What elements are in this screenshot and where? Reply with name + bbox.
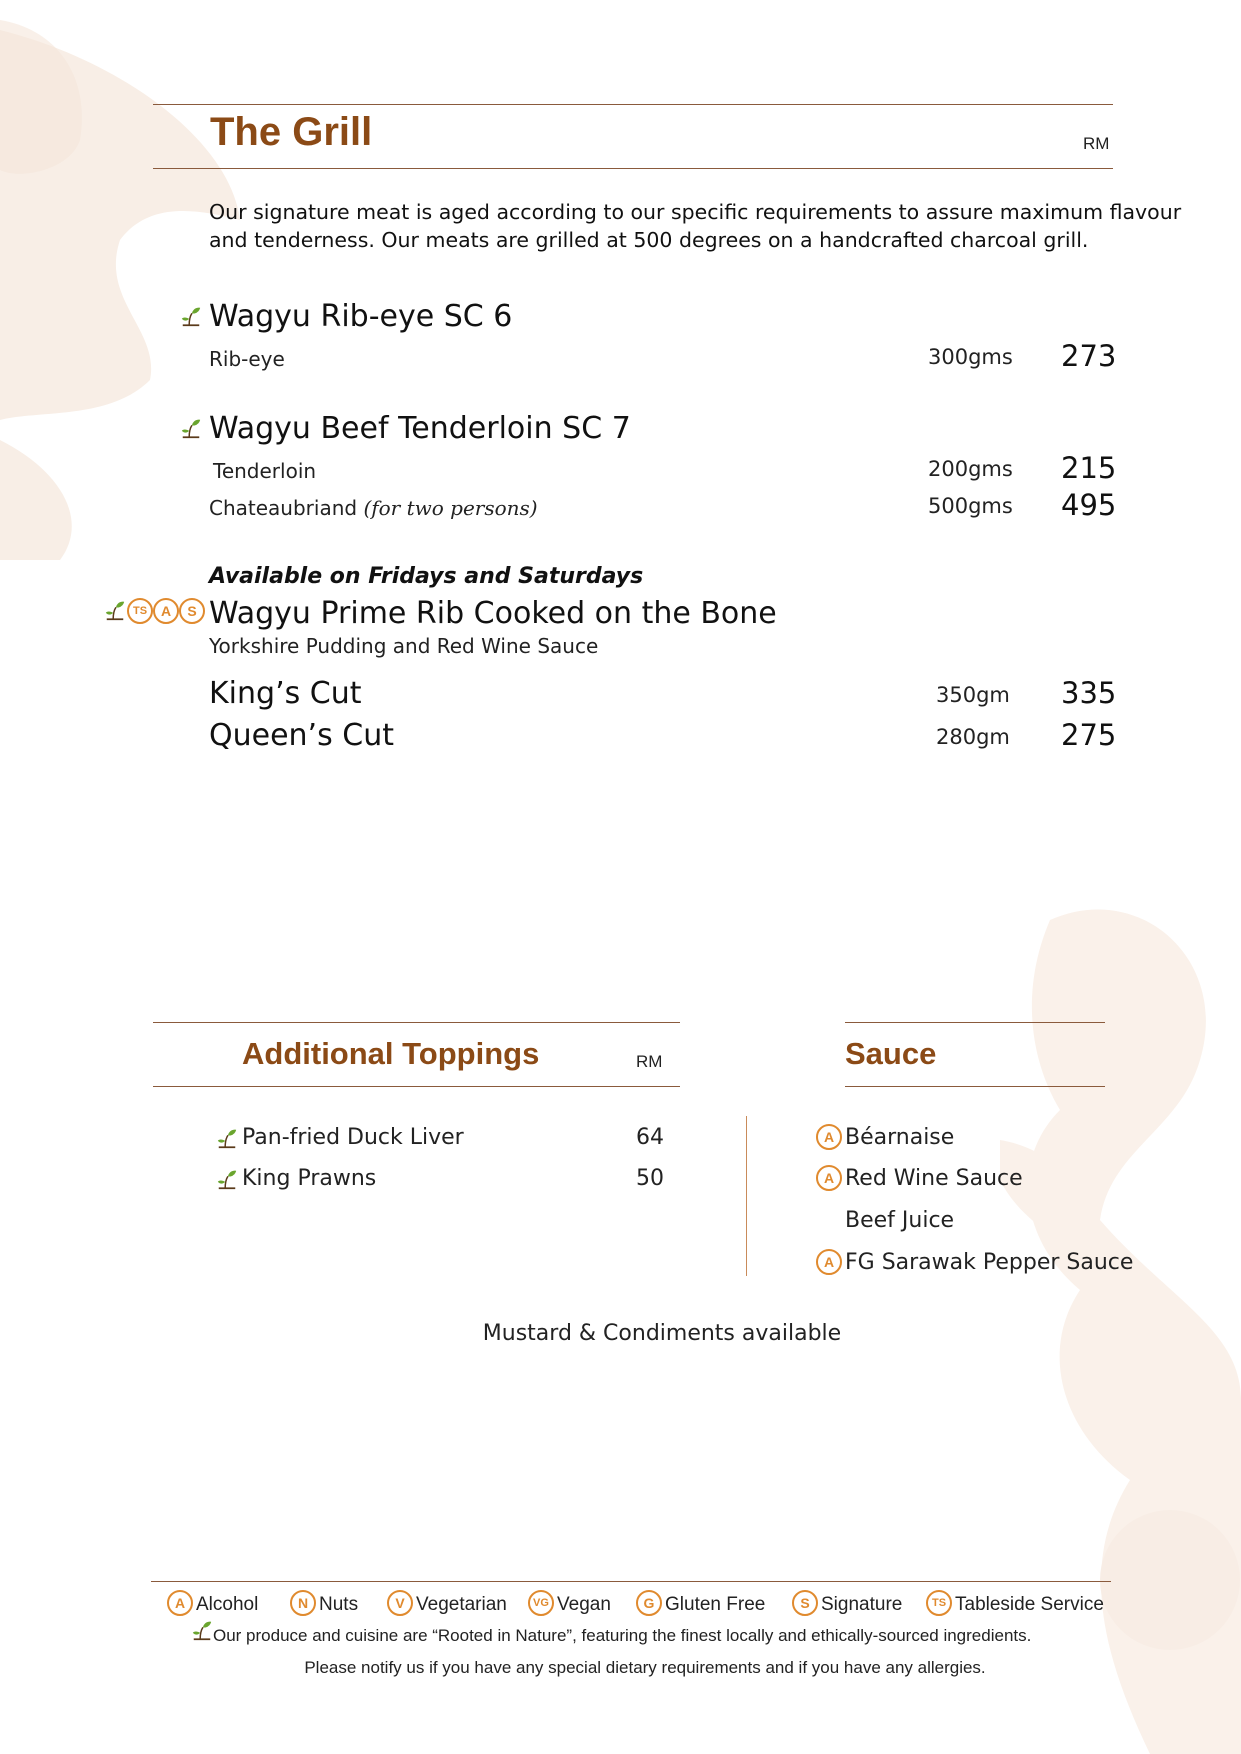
grill-intro-line2: and tenderness. Our meats are grilled at 500 degrees on a handcrafted charcoal grill. xyxy=(209,228,1089,252)
grill-intro xyxy=(209,198,1181,254)
kings-cut-name: King’s Cut xyxy=(209,676,362,711)
queens-cut-qty: 280gm xyxy=(936,725,1010,749)
legend-rule xyxy=(151,1581,1111,1582)
legend-nuts xyxy=(290,1592,358,1618)
vegan-icon: VG xyxy=(528,1590,554,1616)
prime-rib-availability: Available on Fridays and Saturdays xyxy=(209,564,644,589)
sauce-item: Béarnaise xyxy=(845,1125,955,1150)
sauce-item: FG Sarawak Pepper Sauce xyxy=(845,1250,1134,1275)
chateaubriand-label: Chateaubriand xyxy=(209,496,358,520)
sauce-top-rule xyxy=(845,1022,1105,1023)
kings-cut-price: 335 xyxy=(1061,676,1117,710)
legend-alcohol xyxy=(167,1592,258,1618)
prime-rib-description: Yorkshire Pudding and Red Wine Sauce xyxy=(209,634,599,658)
grill-intro-line1: Our signature meat is aged according to our specific requirements to assure maximum flavour xyxy=(209,200,1182,224)
queens-cut-price: 275 xyxy=(1061,718,1117,752)
legend-label: Nuts xyxy=(319,1594,359,1616)
legend-gluten-free xyxy=(636,1592,765,1618)
sauce-bottom-rule xyxy=(845,1086,1105,1087)
prime-rib-name: Wagyu Prime Rib Cooked on the Bone xyxy=(209,596,777,631)
signature-icon: S xyxy=(792,1590,818,1616)
tenderloin-cut: Tenderloin xyxy=(213,459,317,483)
legend-tableside-service xyxy=(926,1592,1104,1618)
legend-vegetarian xyxy=(387,1592,507,1618)
allergy-note: Please notify us if you have any special dietary requirements and if you have any allergies. xyxy=(304,1658,986,1677)
toppings-top-rule xyxy=(153,1022,680,1023)
chateaubriand-price: 495 xyxy=(1061,488,1117,522)
legend-signature xyxy=(792,1592,902,1618)
toppings-title: Additional Toppings xyxy=(242,1036,540,1071)
nuts-icon: N xyxy=(290,1590,316,1616)
grill-bottom-rule xyxy=(153,168,1113,169)
ribeye-cut: Rib-eye xyxy=(209,347,285,371)
gluten-free-icon: G xyxy=(636,1590,662,1616)
rooted-in-nature-icon xyxy=(104,600,126,622)
sauce-item: Red Wine Sauce xyxy=(845,1166,1023,1191)
rooted-in-nature-icon xyxy=(180,306,202,328)
topping-item-price: 50 xyxy=(636,1166,664,1191)
rooted-in-nature-icon xyxy=(216,1169,238,1191)
chateaubriand-note: (for two persons) xyxy=(363,496,538,520)
chateaubriand-cut xyxy=(209,496,538,520)
grill-title: The Grill xyxy=(210,110,373,154)
alcohol-icon: A xyxy=(816,1165,842,1191)
legend-label: Gluten Free xyxy=(665,1594,766,1616)
section-divider xyxy=(746,1116,747,1276)
toppings-bottom-rule xyxy=(153,1086,680,1087)
rooted-in-nature-note: Our produce and cuisine are “Rooted in Nature”, featuring the finest locally and ethically-sourced ingredients. xyxy=(213,1626,1032,1645)
tenderloin-qty: 200gms xyxy=(928,457,1013,481)
legend-vegan xyxy=(528,1592,611,1618)
alcohol-icon: A xyxy=(167,1590,193,1616)
vegetarian-icon: V xyxy=(387,1590,413,1616)
topping-item-name: Pan-fried Duck Liver xyxy=(242,1125,464,1150)
rooted-in-nature-icon xyxy=(191,1620,213,1642)
sauce-title: Sauce xyxy=(845,1036,937,1071)
grill-currency: RM xyxy=(1083,134,1110,153)
ribeye-name: Wagyu Rib-eye SC 6 xyxy=(209,299,513,334)
topping-item-name: King Prawns xyxy=(242,1166,377,1191)
topping-item-price: 64 xyxy=(636,1125,664,1150)
alcohol-icon: A xyxy=(816,1249,842,1275)
legend-label: Signature xyxy=(821,1594,903,1616)
signature-icon: S xyxy=(179,598,205,624)
sauce-item: Beef Juice xyxy=(845,1208,955,1233)
alcohol-icon: A xyxy=(816,1124,842,1150)
kings-cut-qty: 350gm xyxy=(936,683,1010,707)
ribeye-qty: 300gms xyxy=(928,345,1013,369)
tableside-service-icon: TS xyxy=(127,598,153,624)
tenderloin-name: Wagyu Beef Tenderloin SC 7 xyxy=(209,411,631,446)
grill-top-rule xyxy=(153,104,1113,105)
legend-label: Alcohol xyxy=(196,1594,259,1616)
rooted-in-nature-icon xyxy=(216,1128,238,1150)
legend-label: Tableside Service xyxy=(955,1594,1104,1616)
ribeye-price: 273 xyxy=(1061,339,1117,373)
legend-label: Vegetarian xyxy=(416,1594,507,1616)
rooted-in-nature-icon xyxy=(180,418,202,440)
tenderloin-price: 215 xyxy=(1061,451,1117,485)
queens-cut-name: Queen’s Cut xyxy=(209,718,394,753)
legend-label: Vegan xyxy=(557,1594,611,1616)
condiments-note: Mustard & Condiments available xyxy=(482,1321,842,1346)
tableside-service-icon: TS xyxy=(926,1590,952,1616)
alcohol-icon: A xyxy=(153,598,179,624)
toppings-currency: RM xyxy=(636,1052,663,1071)
chateaubriand-qty: 500gms xyxy=(928,494,1013,518)
